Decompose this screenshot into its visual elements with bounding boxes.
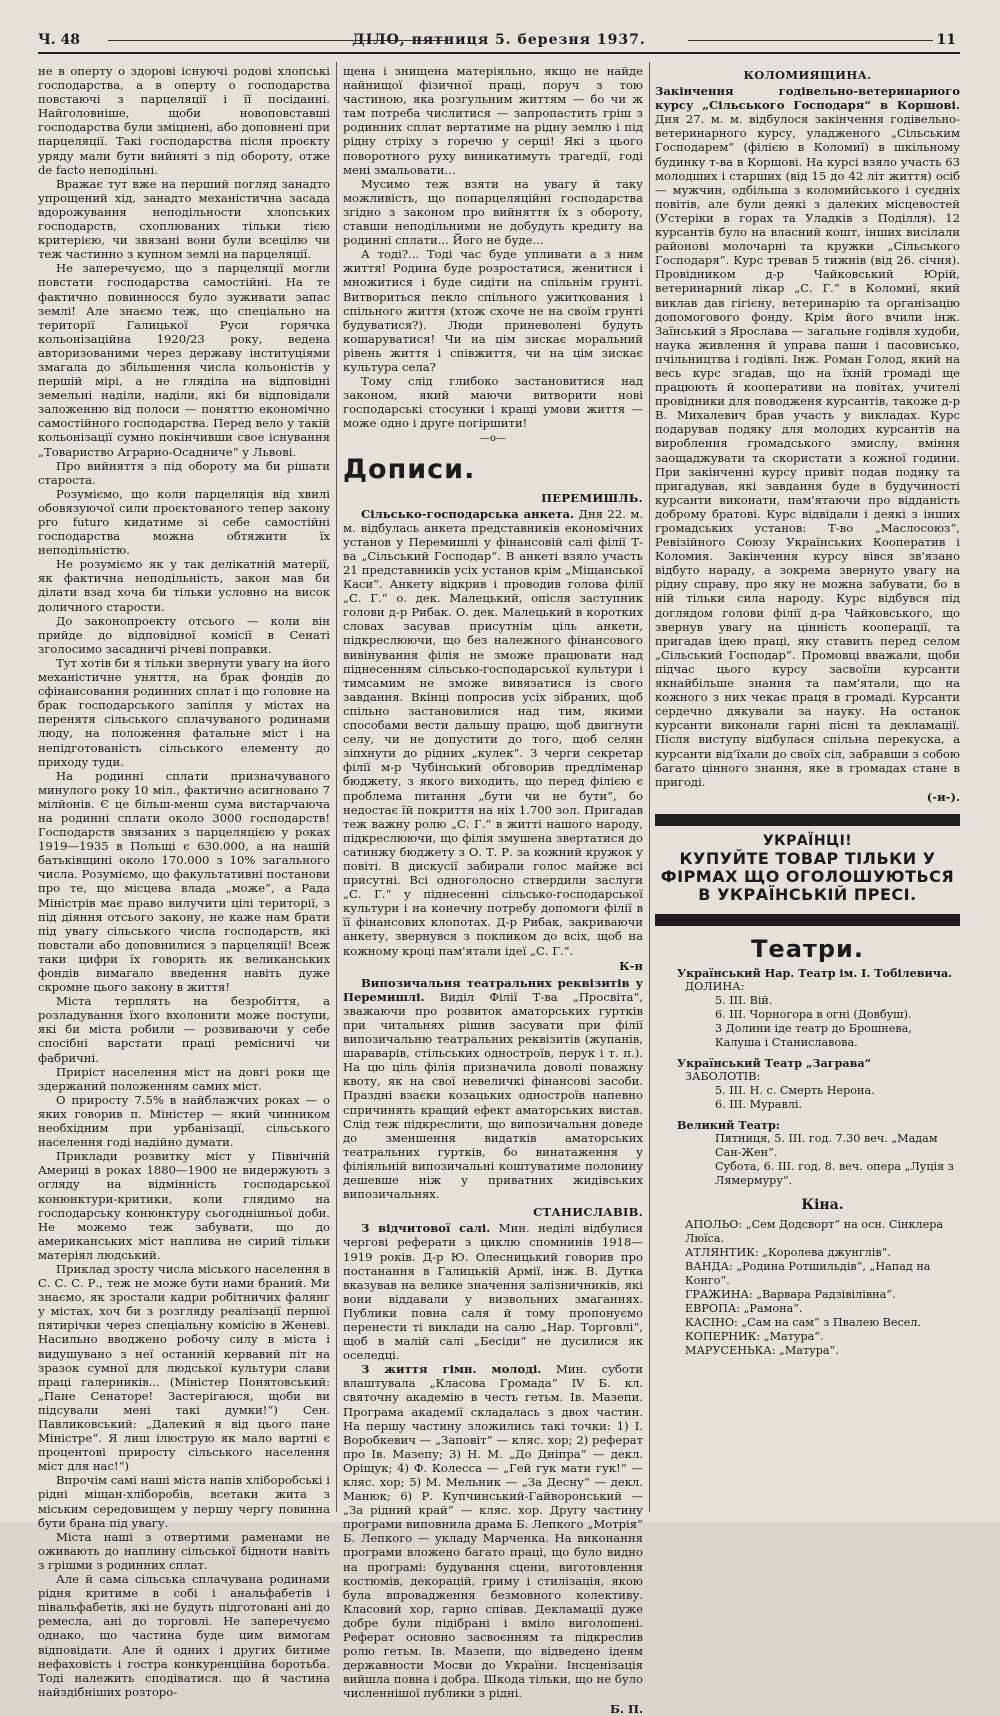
column-divider-2 [649,62,650,1512]
paragraph: Розуміємо, що коли парцеляція від хвилі обовязуючої сили проєктованого тепер закону pro futuro кидатиме зі себе самостійні господарства можна обтяжити їх неподільністю. [38,486,330,558]
theatre-name: Український Нар. Театр ім. І. Тобілевича. [677,965,953,980]
paragraph: А тоді?... Тоді час буде упливати а з ним життя! Родина буде розростатися, женитися і множитися і буде сидіти на спільнім грунті. Витвориться пекло спільного ужиткования і спільного життя (хтож схоче не на своїм грунті будуватися?). Люди приневолені будуть кошаруватися! Чи на цім зискає моральний рівень життя і співжиття, чи на цім зискає культура села? [343,247,643,374]
news-item [343,1221,643,1362]
item-text: Дня 27. м. м. відбулося закінчення годівельно-ветеринарного курсу, уладженого „Сільським Господарем“ (філією в Коломиї) в шкільному будинку т-ва в Коршові. На курсі взяло участь 63 молодших і старших (від 15 до 42 літ життя) осіб — мужчин, одбільша з коломийського і суєдніх повітів, але були деякі з далеких місцевостей (Устеріки в горах та Уладків з Поділля). 12 курсантів було на власний кошт, інших висілали районові молочарні та кружки „Сільського Господаря“. Курс тревав 5 тижнів (від 26. січня). Провідником д-р Чайковський Юрій, ветеринарний лікар „С. Г.“ в Коломиї, який виклав дав гігієну, ветеринарію та організацію допомогового фонду. Крім його вчили інж. Заїнський з Ярослава — загальне годівля худоби, наукa живлення й управа паши і пасовисько, пчільництва і годівлі. Інж. Роман Голод, який на весь курс згадав, що на їхній громаді ще працюють й кооперативи на повітах, учителі провідники для поводженя курсантів, такоже д-р В. Михалевич брав участь у викладах. Курс подарував подяку для молодих курсантів на вироблення громадського змислу, вміння заощаджувати та скористати з кожної години. При закінченні курсу привіт подав подяку та пригадував, які завдання буде в будучиності курсанти виконати, пам'ятаючи про відданість доброму братові. Курс відвідали і деякі з інших громадських установ: Т-во „Маслосоюз“, Ревізійного Союзу Українських Кооператив і Коломия. Закінчення курсу вівся зв'язано відбуто нараду, а зокрема звернуто увагу на рідну справу, про яку не можна забувати, бо в ній тільки сила народу. Курс відбувся під доглядом голови філії д-ра Чайковського, що звернув увагу на цінність кооперації, та пригадав ідею праці, яку ставить перед селом „Сільський Господар“. Промовці вважали, щоби підчас цього курсу засвоїли курсанти якнайбільше знання та пам'ятали, що на кожного з них чекає праця в громаді. Курсанти сердечно дякували за науку. На останок курсанти виконали гарні пісні та декламації. Після виступу відбулася спільна перекуска, а курсанти від’їхали до своїх сіл, забравши з собою багато цінного знання, яке в громадах стане в пригоді. [655,112,960,789]
news-item [343,1362,643,1700]
item-title: З життя гімн. молоді. [361,1362,542,1377]
section-title-dopysy: Дописи. [343,453,476,485]
item-text: Виділ Філії Т-ва „Просвіта“, зважаючи про розвиток аматорських гуртків при читальнях рішив засувати при філії випозичальню театральних реквізитів (жупанів, шараварів, стільських одностроїв, перук і т. п.). На цю ціль філія призначила доволі поважну квоту, як на свої невеличкі фінансові засоби. Праздні взаєки козацьких одностроїв напевно спричинять кращий ефект аматорських вистав. Слід теж підкреслити, що випозичальня доведе до зменшення видатків аматорських театральних гуртків, бо винатаження у філіяльній випозичальні коштуватиме половину дешевше ніж у приватних жидівських випозичальнях. [343,989,644,1202]
page-header [38,30,960,54]
black-rule [655,914,960,926]
section-separator: —o— [479,433,507,445]
theatre-listings [655,966,960,1358]
theatre-name: Великий Театр: [677,1117,780,1132]
advertisement [655,832,960,904]
paragraph: Вражає тут вже на перший погляд занадто упрощений хід, занадто механістична засада вдорожування неподільности хлопських господарств, схоплюваних тільки тією критерією, чи звязані вони були всецілю чи теж частинно з купном землі на парцеляції. [38,176,330,262]
signature: (-и-). [926,789,960,804]
theatres-title: Театри. [751,934,864,963]
paragraph: Приклади розвитку міст у Північній Америці в роках 1880—1900 не видержують з огляду на відмінність господарської конюнктури-критики, коли глядимо на господарську конюнктуру сьогоднішньої доби. Не можемо теж забувати, що до американських міст наплива не сирий тільки матеріял людський. [38,1149,330,1262]
news-item [343,507,643,958]
header-rule-right [688,40,933,41]
paragraph: щена і знищена матеріяльно, якщо не найде найнищої фізичної праці, поруч з тою частиною, яка розгульним життям — бо чи ж там потребa числитися — запропастить гріш з родинних сплат вертатиме на рідну землю і під рідну стріху з горечю у серці! Які з цього поворотного руху виникатимуть трагедії, годі мені змальовати... [343,64,643,177]
theatre-line: 6. III. Муравлі. [715,1097,803,1111]
place-heading-kolomyia: КОЛОМИЯЩИНА. [743,68,872,82]
cinema-line: МАРУСЕНЬКА: „Матура“. [685,1343,839,1357]
paragraph: Міста терплять на безробіття, а розладування їхого вхолонити може поступи, які би міста робили — розвиваючи у себе спосібні варстати праці ремісничі чи фабричні. [38,994,330,1065]
cinema-line: АТЛЯНТИК: „Королева джунглів“. [685,1245,891,1259]
theatre-line: Пятниця, 5. III. год. 7.30 веч. „Мадам Сан-Жен“. [715,1131,938,1159]
paragraph: До законопроекту отсього — коли він прийде до відповідної комісії в Сенаті зголосимо засадничі річеві поправки. [38,613,330,656]
item-title: З відчитової салі. [361,1221,491,1236]
masthead: ДІЛО, пятниця 5. березня 1937. [352,32,646,48]
issue-number: Ч. 48 [38,32,81,48]
cinemas-title: Кіна. [801,1196,844,1213]
paragraph: Але й сама сільська сплачувана родинами рідня критиме в собі і анальфабетів і півальфабетів, які не будуть підготовані ані до ремесла, ані до торговлі. Не заперечуємо однако, що частина буде цим вимогам відповідати. Але й одних і других битиме нефаховість і гостра конкуренційна боротьба. Тоді належить сподіватися. що й частина найздібніших розторо- [38,1572,330,1699]
paragraph: Тут хотів би я тільки звернути увагу на його механістичне уняття, на брак фондів до сфінансовання родинних сплат і що головне на брак господарського запілля у містах на перенятя сільського сплачуваного родинами люду, на положення фатальне міст і на непідготованість сільського елементу до приходу туди. [38,655,330,769]
item-text: Мин. неділі відбулися чергові реферати з циклю спомнинів 1918—1919 років. Д-р Ю. Олесницький говорив про постанання в Галицькій Армії, інж. В. Дутка вказував на велике значення залізничників, які вони віддавали у визвольних змаганнях. Публики повна саля й тому пропонуємо перенести ті виклади на салю „Нар. Торговлі“, щоб в малій салі „Бесіди“ не дусилися як оселедці. [343,1221,643,1363]
ad-text: КУПУЙТЕ ТОВАР ТІЛЬКИ У ФІРМАХ ЩО ОГОЛОШУЮТЬСЯ В УКРАЇНСЬКІЙ ПРЕСІ. [660,848,955,904]
signature: К-н [619,958,643,973]
item-title: Сільсько-господарська анкета. [361,506,575,521]
news-item [655,84,960,789]
paragraph: Міста наші з отвертими раменами не оживають до наплину сільської бідноти навіть з грішми з родинних сплат. [38,1529,330,1572]
paragraph: Приклад зросту числа міського населення в С. С. С. Р., теж не може бути нами браний. Ми знаємо, як зростали кадри робітничих фалянг у містах, хоч би з розгляду реалізації першої пятирічки через спеціальну комісію в Женеві. Насильно вводжено робочу силу в міста і видушувано з неї останній кервавий піт на зразок сумної для людської культури слави праці галерників... (Міністер Понятовський: „Пане Сенаторе! Застерігаюся, щоби ви підсували мені такі думки!“) Сен. Павликовський: „Далекий я від цього пане Міністре“. Я лиш ілюструю як мало вартні є процентові приросту сільського населення міст для нас!“) [38,1261,330,1474]
paragraph: Про вийняття з під обороту ма би рішати староста. [38,458,330,487]
item-title: Випозичальня театральних реквізитів у Перемишлі. [343,975,643,1004]
paragraph: О приросту 7.5% в найблажчих роках — о яких говорив п. Міністер — який чинником необхідним при урбанізації, сільського населення годі надійно думати. [38,1092,330,1150]
signature: Б. П. [610,1701,643,1716]
ad-lead: УКРАЇНЦІ! [762,832,853,849]
place-heading-stanyslaviv: СТАНИСЛАВІВ. [533,1205,643,1220]
cinema-line: ВАНДА: „Родина Ротшильдів“, „Напад на Конго“. [685,1259,931,1287]
theatre-line: 5. III. Вій. [715,993,773,1007]
paragraph: Не розуміємо як у так делікатній матерії, як фактична неподільність, закон мав би ділати взад хоча би тільки условно на висок доличного старости. [38,557,330,614]
page-number: 11 [936,32,956,48]
place-heading-przemysl: ПЕРЕМИШЛЬ. [541,490,643,505]
cinema-line: ЕВРОПА: „Рамона“. [685,1301,803,1315]
column-2 [343,64,644,1716]
paragraph: Мусимо теж взяти на увагу й таку можливість, що попарцеляційні господарства згідно з законом про вийняття їх з обороту, ставши неподільними не добудуть кредиту на родинні сплати... Його не буде... [343,176,643,248]
theatre-line: 3 Долини іде театр до Брошнева, Калуша і Станиславова. [715,1021,912,1049]
paragraph: Тому слід глибоко застановитися над законом, який маючи витворити нові господарські стосунки і кращі умови життя — може одно і друге погіршити! [343,374,643,431]
item-text: Дня 22. м. м. відбулась анкета представників економічних установ у Перемишлі у фінансовій салі філії Т-ва „Сільський Господар“. В анкеті взяло участь 21 представників усіх установ крім „Міщанської Каси“. Анкету відкрив і проводив голова філії „С. Г.“ о. дек. Малецький, опісля заступник голови д-р Рибак. О. дек. Малецький в коротких словах засував присутнім ціль анкети, підкреслюючи, що без належного фінансового вивінування філія не зможе працювати над піднесенням сільсько-господарської культури і тимсамим не зможе вивязатися із свого завдання. Вкінці попросив усіх зібраних, щоб спільно застановилися над тим, якими способами вести дальшу працю, щоб двигнути селу, чи не допустити до того, щоб селян зіпхнути до рідних „кулек“. З черги секретар філії м-р Чубінський обговорив предліменар бюджету, з якого виходить, що перед філією є проблема питання „бути чи не бути“, бо недостає їй покриття на ніх 1.700 зол. Пригадав теж важну ролю „С. Г.“ в житті нашого народу, підкреслюючи, що філія змушена звертатися до сатинжу бюджету з О. Т. Р. за кожний кружок у повіті. В дискусії забирали голос майже всі присутні. Всі одноголосно ствердили заслуги „С. Г.“ у піднесенні сільсько-господарської культури і на конечну потребу допомоги філії в її фінансових клопотах. Д-р Рибак, закриваючи анкету, звернувся з покликом до всіх, щоб на кожному кроці пам'ятали ідеї „С. Г.“. [343,506,644,958]
column-3 [655,64,960,1516]
theatre-name: Український Театр „Заграва“ [677,1055,872,1070]
theatre-line: ЗАБОЛОТІВ: [685,1069,761,1083]
item-title: Закінчення годівельно-ветеринарного курсу „Сільського Господаря“ в Коршові. [655,84,960,113]
theatre-line: 6. III. Чорногора в огні (Довбуш). [715,1007,912,1021]
cinema-line: КАСІНО: „Сам на сам“ з Пвалею Весел. [685,1315,922,1329]
paragraph: Впрочім самі наші міста напів хліборобські і рідні міщан-хліборобів, всетаки жита з міським середовищем у першу чергу повинна бути брана під увагу. [38,1473,330,1530]
black-rule [655,814,960,826]
paragraph: Приріст населення міст на довгі роки ще здержаний положенням самих міст. [38,1064,330,1093]
paragraph: Не заперечуємо, що з парцеляції могли повстати господарства самостійні. На те фактично повинносся було зуживати запас землі! Але знаємо теж, що спеціально на території Галицької Руси горячка кольонізаційна 1920/23 року, ведена авторизованими через державу інституціями змагала до збільшення числа кольоністів у першій мірі, а не гляділа на відповідні земельні наділи, наділи, які би відповідали заложенню від полоси — поняттю економічно самостійного господарства. Перед вело у такій кольонізації сумно покінчивши свое існування „Товариство Аграрно-Осадниче“ у Львові. [38,261,330,459]
cinema-line: АПОЛЬО: „Сем Додсворт“ на осн. Сінклера Люїса. [685,1217,944,1245]
cinema-line: ГРАЖИНА: „Варвара Радзівілівна“. [685,1287,896,1301]
cinema-line: КОПЕРНИК: „Матура“. [685,1329,824,1343]
paragraph: не в оперту о здорові існуючі родові хлопські господарства, а в оперту о господарства повстаючі з парцеляції і її посіданні. Найголовніше, щоби новоповставші господарства були зміцнені, або доповнені при парцеляції. Такі господарства після проєкту уряду мали бути вийняті з під обороту, отже de facto неподільні. [38,64,330,177]
column-divider-1 [336,62,337,1512]
theatre-line: 5. III. Н. с. Смерть Нерона. [715,1083,875,1097]
news-item [343,976,643,1202]
theatre-line: ДОЛИНА: [685,979,745,993]
paragraph: На родинні сплати призначуваного минулого року 10 міл., фактично асигновано 7 мілйонів. Є це більш-менш сума вистарчаюча на родинні сплати около 3000 господарств! Господарств звязаних з парцеляцією у роках 1919—1935 в Польщі є 630.000, а на нашій батьківщині около 170.000 з 10% загального числа. Розуміємо, що факультативні постанови про те, що місцева влада „може“, а Рада Міністрів має право вилучити цілі території, з під діяння отсього закону, не каже нам брати під увагу сільського числа господарств, які повстали або доповнилися з парцеляції! Всеж таки цифри їх говорять як великанських фондів вимагало введення навіть дуже скромне цього закону в життя! [38,768,330,995]
item-text: Мин. суботи влаштувала „Класова Громада“ IV Б. кл. святочну академію в честь гетьм. Ів. Мазепи. Програма академії складалась з двох частин. На першу частину зложились такі точки: 1) І. Воробкевич — „Заповіт“ — кляс. хор; 2) реферат про Ів. Мазепу; 3) Н. М. „До Дніпра“ — декл. Оріщук; 4) Ф. Колесса — „Гей гук мати гук!“ — кляс. хор; 5) М. Мельник — „За Десну“ — декл. Манюк; 6) Р. Купчинський-Гайворонський — „За рідний край“ — кляс. хор. Другу частину програми виповнила драма Б. Лепкого „Мотрія“ Б. Лепкого — укладу Марченка. На виконання програми вложено багато праці, що було видно на програмі: будування сцени, виготовлення костюмів, декорацій, гриму і стилізація, якою була впровадження безмовного колективу. Класовий хор, гарно співав. Декламації дуже добре були підібрані і вміло виголошені. Реферат основно засвоєнням та підкреслив ролю гетьм. Ів. Мазепи, що відведено ідеям державности Мосви до України. Інсценізація вийшла повна і добра. Шкода тільки, що не було численнішої публики з рідні. [343,1362,643,1701]
column-1 [38,64,330,1699]
theatre-line: Субота, 6. III. год. 8. веч. опера „Луція з Лямермуру“. [715,1159,954,1187]
